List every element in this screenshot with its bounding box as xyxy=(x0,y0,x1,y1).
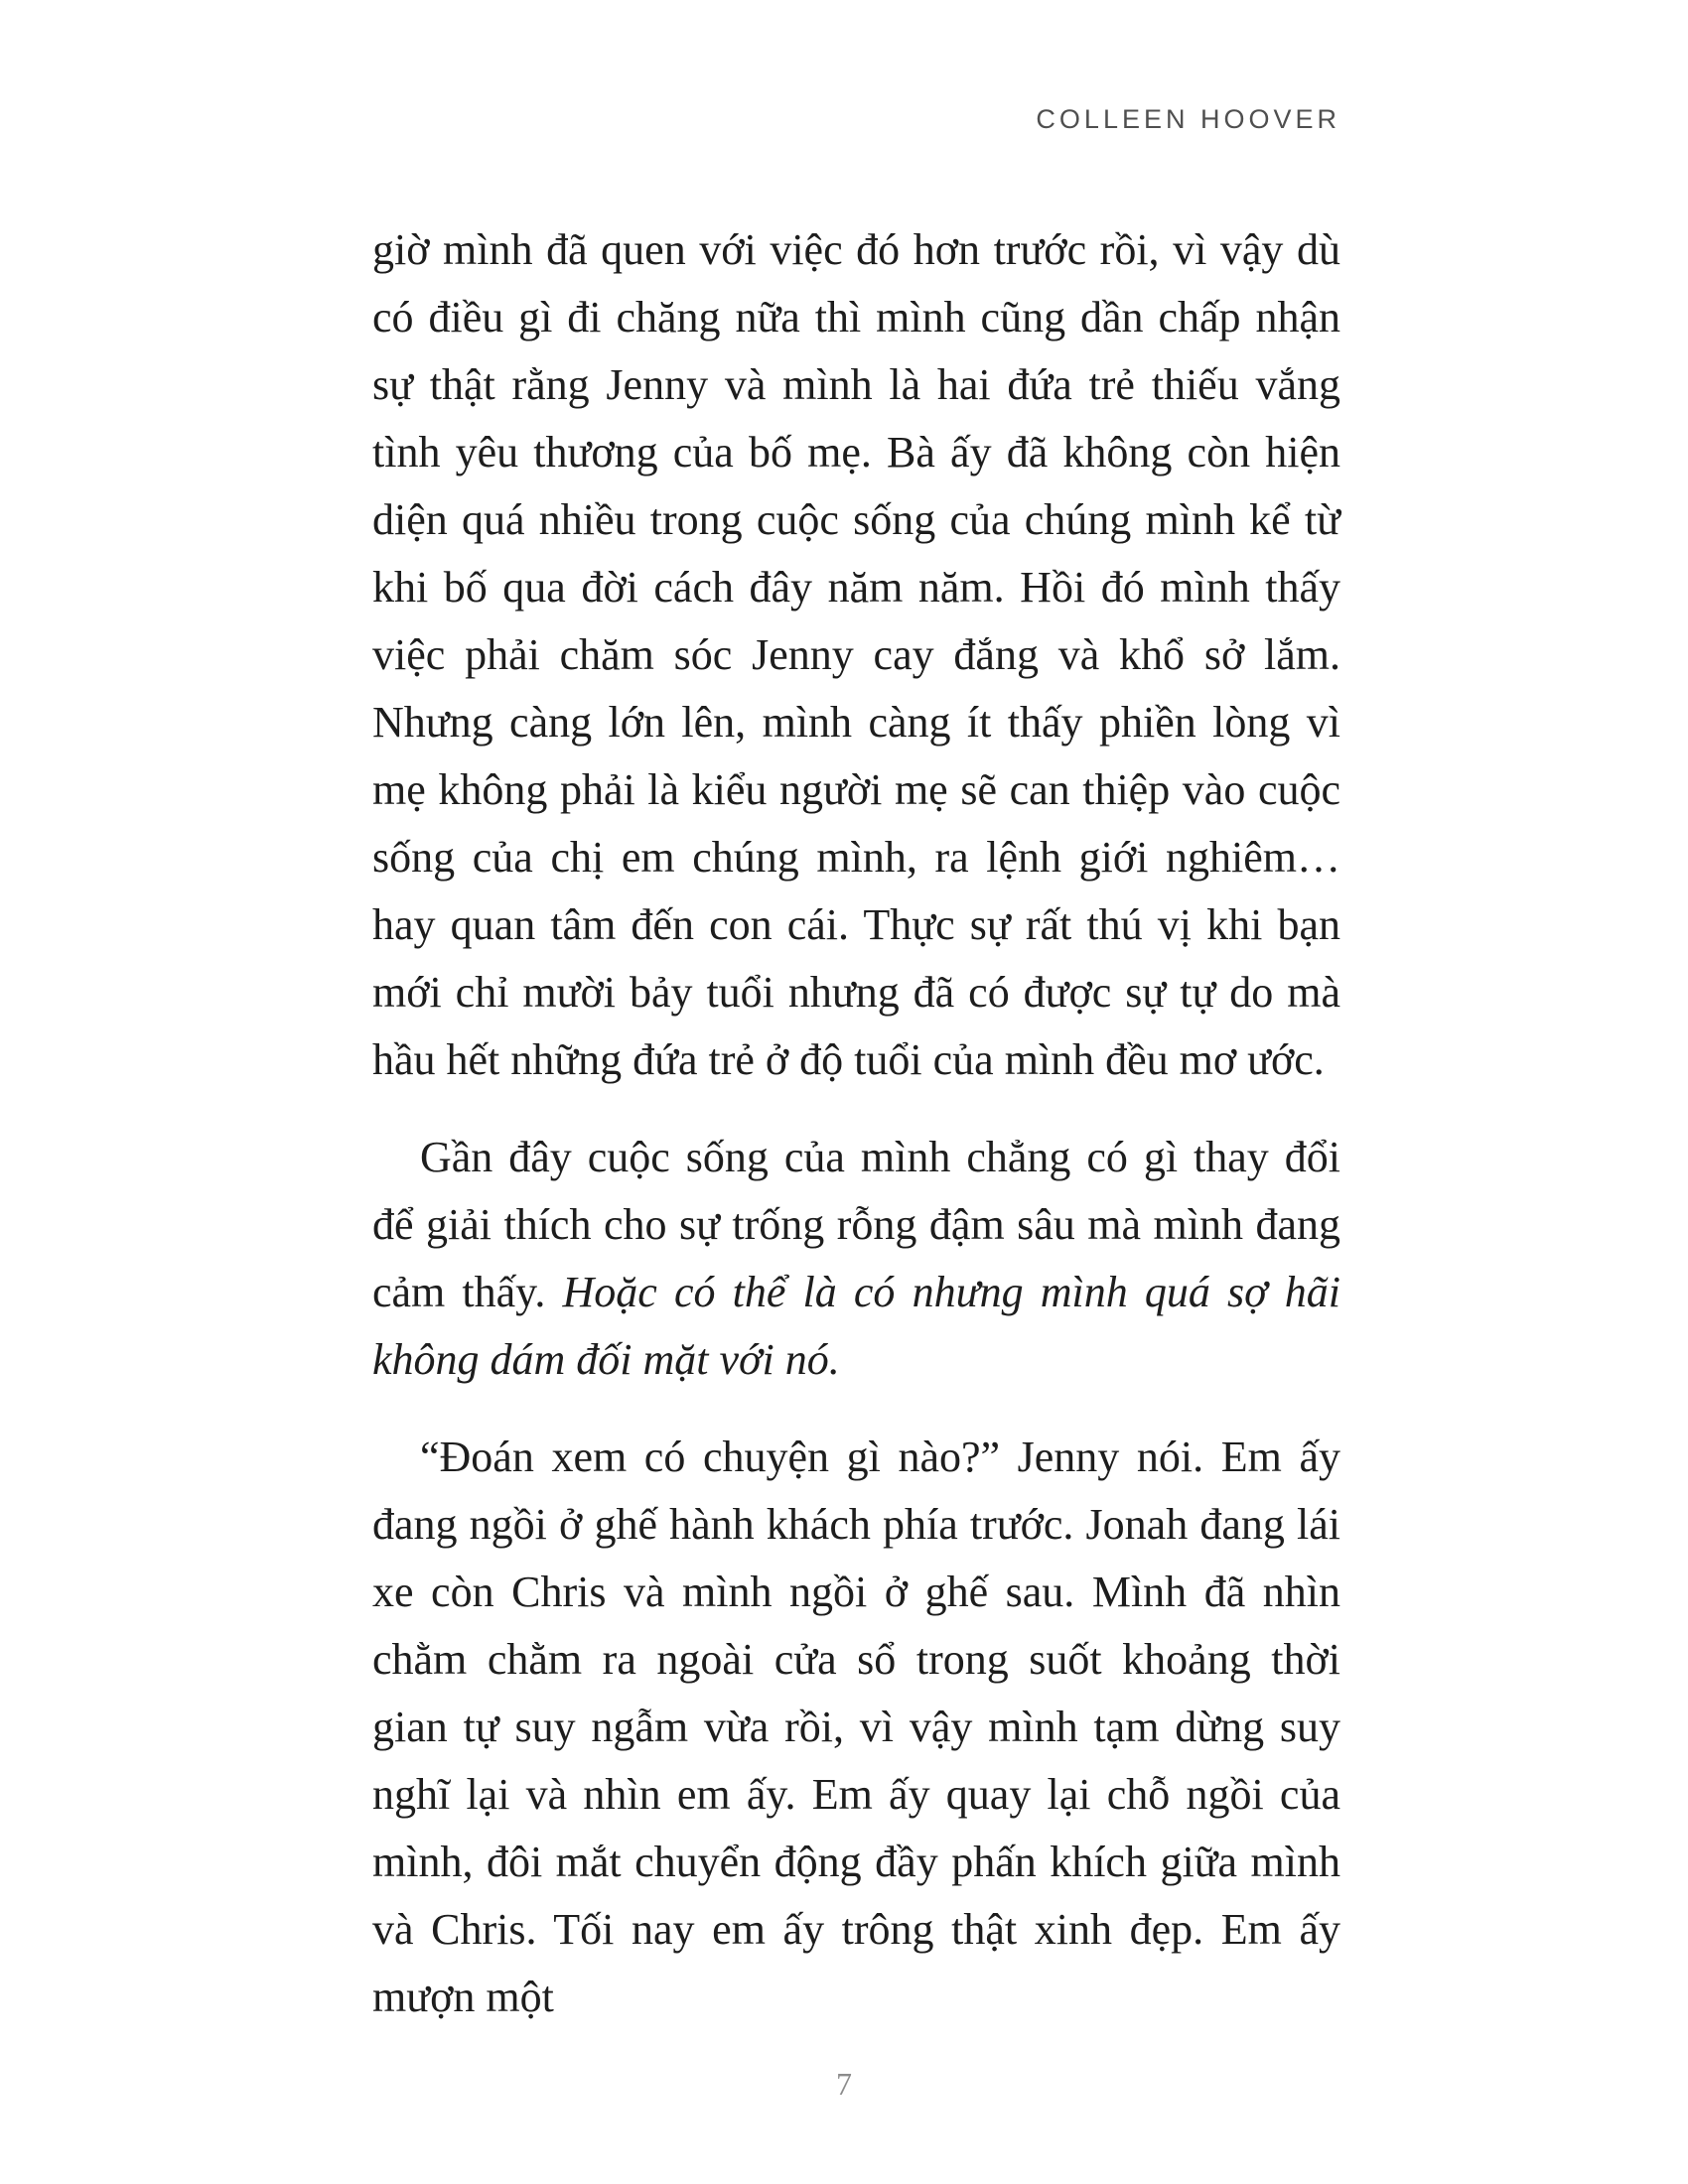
paragraph xyxy=(372,216,1340,1094)
text-column xyxy=(372,104,1340,2031)
text-segment: Gần đây cuộc sống của mình chẳng có gì thay đổi để giải thích cho sự trống rỗng đậm sâu mà mình đang cảm thấy. xyxy=(372,1133,1340,1316)
running-header: COLLEEN HOOVER xyxy=(1036,104,1340,134)
paragraph xyxy=(372,1124,1340,1394)
paragraph xyxy=(372,1424,1340,2031)
text-segment: Hoặc có thể là có nhưng mình quá sợ hãi không dám đối mặt với nó. xyxy=(372,1268,1340,1384)
body-text xyxy=(372,216,1340,2031)
page-number: 7 xyxy=(836,2066,852,2102)
text-segment: giờ mình đã quen với việc đó hơn trước rồi, vì vậy dù có điều gì đi chăng nữa thì mình cũng dần chấp nhận sự thật rằng Jenny và mình là hai đứa trẻ thiếu vắng tình yêu thương của bố mẹ. Bà ấy đã không còn hiện diện quá nhiều trong cuộc sống của chúng mình kể từ khi bố qua đời cách đây năm năm. Hồi đó mình thấy việc phải chăm sóc Jenny cay đắng và khổ sở lắm. Nhưng càng lớn lên, mình càng ít thấy phiền lòng vì mẹ không phải là kiểu người mẹ sẽ can thiệp vào cuộc sống của chị em chúng mình, ra lệnh giới nghiêm… hay quan tâm đến con cái. Thực sự rất thú vị khi bạn mới chỉ mười bảy tuổi nhưng đã có được sự tự do mà hầu hết những đứa trẻ ở độ tuổi của mình đều mơ ước. xyxy=(372,225,1340,1084)
text-segment: “Đoán xem có chuyện gì nào?” Jenny nói. Em ấy đang ngồi ở ghế hành khách phía trước. Jonah đang lái xe còn Chris và mình ngồi ở ghế sau. Mình đã nhìn chằm chằm ra ngoài cửa sổ trong suốt khoảng thời gian tự suy ngẫm vừa rồi, vì vậy mình tạm dừng suy nghĩ lại và nhìn em ấy. Em ấy quay lại chỗ ngồi của mình, đôi mắt chuyển động đầy phấn khích giữa mình và Chris. Tối nay em ấy trông thật xinh đẹp. Em ấy mượn một xyxy=(372,1433,1340,2021)
